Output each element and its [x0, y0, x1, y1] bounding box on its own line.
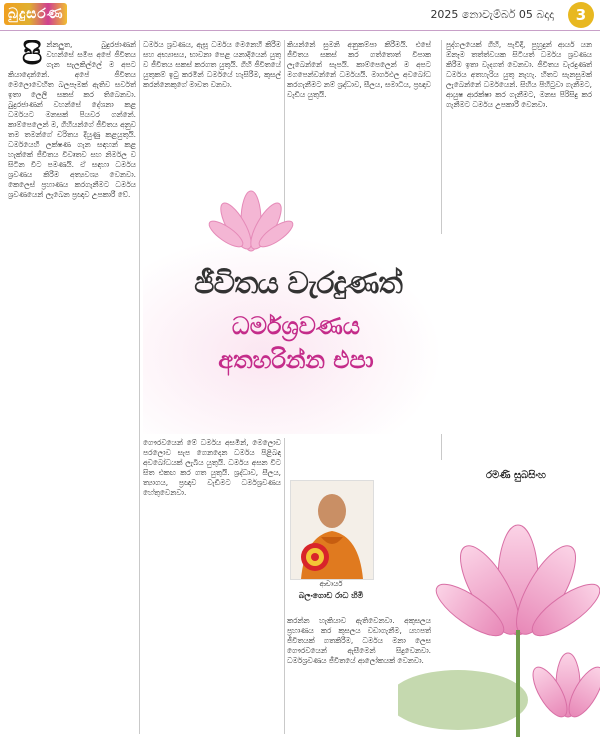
caption-name: බලංගොඩ රාධ හිමි	[298, 591, 364, 600]
newspaper-logo: බුදුසරණ	[4, 3, 67, 25]
monk-portrait-image	[291, 481, 373, 579]
article-text: න්නලුත, බුදුරජාණන් වහන්සේ සමීප අපේ ජීවිතය ගැන සැලකිල්ලේ ම අපට කියාදෙන්නේ. අපේ ජීවිතය මෙලොවෙහිත බලපෑමක් ඇතිව සර්වත් ඉතා ලෙලි සකස් කර තිබෙනවා. බුදුරජාණන් වහන්සේ දේශනා කළ ධර්මයට මනසක් පියවර ගන්නේ. කාම්පෙලෙන් ම, ගිහියන්ගේ ජීවිතය අනුව තම තමන්ගේ චරිතය දියුණු කළයුතුයි. ධර්මයෙහි ලක්ෂණ ගැන සඳහන් කළ හැක්කේ ජීවිතය විවෘතව සහ නිර්මල ව සිටින විට පමණයි. ඒ සඳහා ධර්මය ශ්‍රවණය කිරීම අත්‍යවශ්‍ය වෙනවා. කෙලෙස් ප්‍රහාණය කරගැනීමට ධර්මය ශ්‍රවණයෙන් ලැබෙන ප්‍රඥාව උපකාරී වේ.	[8, 40, 136, 199]
article-column-4	[446, 40, 592, 460]
column-divider	[284, 438, 285, 734]
article-text: ගෞරවයෙන් මේ ධර්මය අසමින්, මෙලොව පරලොව සැප ගෙනදෙන ධර්මය පිළිබඳ අවබෝධයක් ලැබිය යුතුයි. ධර්මය අසන විට සිත එකඟ කර ගත යුතුයි. ශ්‍රද්ධාව, සීලය, ත්‍යාගය, ප්‍රඥාව වැඩීමට ධර්මශ්‍රවණය හේතුවෙනවා.	[143, 438, 281, 497]
article-column-1	[8, 40, 136, 730]
headline-line-1: ජීවිතය වැරදුණත්	[194, 266, 402, 301]
headline-line-3: අතහරින්න එපා	[218, 346, 374, 374]
issue-date: 2025 නොවැම්බර් 05 බදාදා	[430, 8, 554, 21]
page-number-badge: 3	[568, 2, 594, 28]
caption-role: ආචාර්ය	[319, 580, 343, 588]
article-text: කියන්නේ සුමනි අනුකම්පා කිරීමයි. එසේ ජීවිතය සකස් කර ගත්තොත් විපාක ලැබෙන්නේ සැපයි. කාම්පෙලෙන් ම අපට මගපෙන්වන්නේ ධර්මයයි. මාර්ගඵල අවබෝධ කරගැනීමට නම් ශ්‍රද්ධාව, සීලය, සමාධිය, ප්‍රඥාව වැඩිය යුතුයි.	[287, 40, 431, 99]
author-byline: රමණි සුබසිංහ	[486, 470, 546, 481]
portrait-caption	[290, 578, 372, 604]
headline-line-2: ධර්මශ්‍රවණය	[231, 312, 361, 340]
lotus-flower-image	[398, 470, 600, 737]
article-text: ධර්මය ශ්‍රවණය, ඇසූ ධර්මය මෙනෙහි කිරීම සහ අභ්‍යාසය, භාවනා පෙළ යනාදියෙන් යුතු ව ජීවිතය සකස් කරගත යුතුයි. ගිහි ජීවිතයේ යුතුකම් ඉටු කරමින් ධර්මයේ හැසිරීම, කුසල් කරන්නෙකුගේ මාවත වනවා.	[143, 40, 281, 89]
article-text: පුද්ගලයෙක් ගිහි, පැවිදි, පුහුදුන් ආර්ය යන ඕනෑම තත්ත්වයක සිටියත් ධර්මය ශ්‍රවණය කිරීම ඉතා වැදගත් වෙනවා. ජීවිතය වැරදුණත් ධර්මය අතහැරිය යුතු නැහැ. හිතට සැනසුමක් ලැබෙන්නේ ධර්මයෙන්. සිහිය පිහිටුවා ගැනීමට, ආයුෂ ආරක්ෂා කර ගැනීමට, මනස පිරිසිදු කර ගැනීමට ධර්මය උපකාරී වෙනවා.	[446, 40, 592, 109]
monk-portrait	[290, 480, 374, 580]
article-text: කරන්න හැකියාව ඇතිවෙනවා. අකුසලය ප්‍රහාණය කර කුසලය වඩාගැනීම, යහපත් ජීවිතයක් ගතකිරීම, ධර්මය මනා ලෙස ගෞරවයෙන් ඇසීමෙන් සිදුවෙනවා. ධර්මශ්‍රවණය ජීවිතයේ ආලෝකයක් වෙනවා.	[287, 616, 431, 665]
article-column-3	[287, 40, 431, 232]
lotus-decoration-icon	[206, 166, 296, 256]
drop-cap: පි	[22, 40, 43, 72]
column-divider	[139, 40, 140, 734]
page-header	[0, 0, 600, 31]
article-column-2b	[143, 438, 281, 734]
